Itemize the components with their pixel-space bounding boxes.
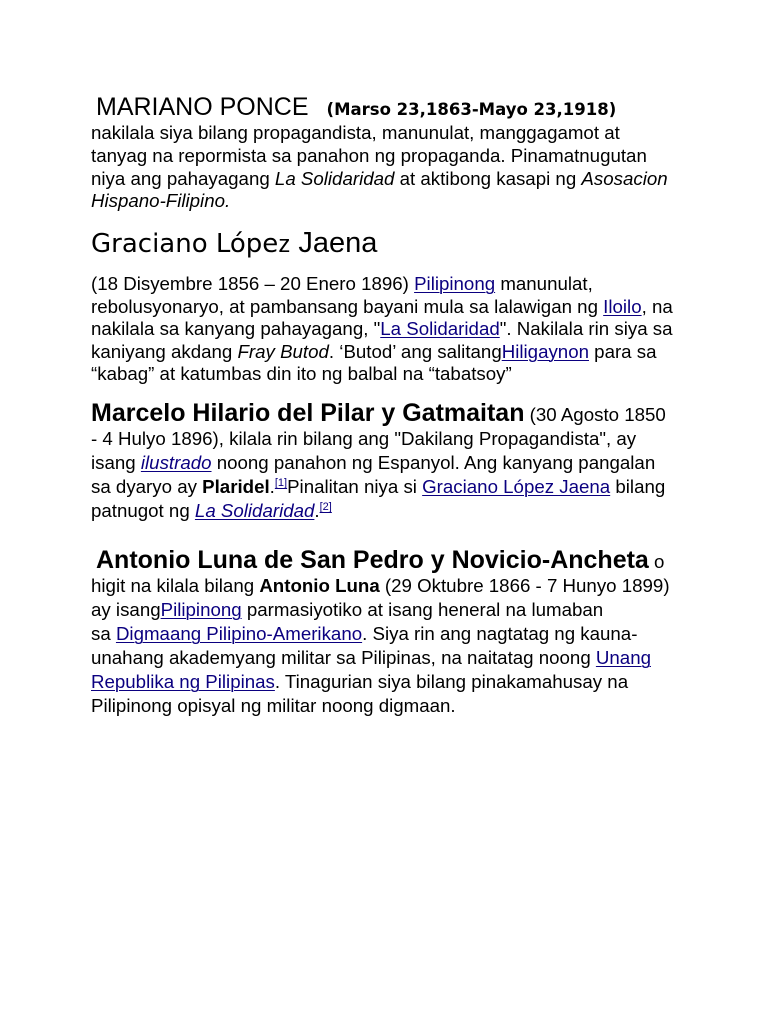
text-run: sa dyaryo ay: [91, 476, 203, 498]
text-line: [91, 475, 731, 499]
luna-section: [91, 546, 731, 718]
heading-text: Graciano Lópe: [91, 229, 279, 259]
jaena-paragraph: [91, 273, 731, 386]
text-line: [91, 122, 731, 145]
text-run: nakilala sa kanyang pahayagang, ": [91, 318, 381, 340]
text-line: [91, 190, 731, 213]
text-line: [91, 273, 731, 296]
text-line: [91, 427, 731, 451]
text-run: (18 Disyembre 1856 – 20 Enero 1896): [91, 273, 415, 295]
graciano-lopez-jaena-link[interactable]: Graciano López Jaena: [422, 476, 611, 498]
text-run: unahang akademyang militar sa Pilipinas, na naitatag noong: [91, 647, 596, 669]
text-run: . Siya rin ang nagtatag ng kauna-: [362, 623, 638, 645]
text-line: [91, 670, 731, 694]
text-run: patnugot ng: [91, 500, 195, 522]
iloilo-link[interactable]: Iloilo: [603, 295, 642, 317]
text-line: [91, 341, 731, 364]
organization-name: Asosacion: [581, 167, 668, 189]
organization-name: Hispano-Filipino.: [91, 190, 231, 212]
heading-text: Jaena: [290, 227, 378, 259]
la-solidaridad-link[interactable]: La Solidaridad: [194, 500, 315, 522]
ponce-section: [91, 92, 731, 213]
text-run: sa: [91, 623, 116, 645]
text-run: kaniyang akdang: [91, 340, 238, 362]
ponce-heading: [91, 92, 731, 122]
text-run: .: [269, 476, 275, 498]
text-run: noong panahon ng Espanyol. Ang kanyang pangalan: [211, 452, 656, 474]
text-line: [91, 296, 731, 319]
footnote-1-link[interactable]: [1]: [274, 477, 288, 490]
ponce-dates: (Marso 23,1863-Mayo 23,1918): [326, 100, 617, 119]
pilipinong-link[interactable]: Pilipinong: [160, 599, 242, 621]
pilipinong-link[interactable]: Pilipinong: [414, 273, 496, 295]
unang-republika-link[interactable]: Unang: [595, 647, 651, 669]
book-title: Fray Butod: [237, 340, 329, 362]
text-run: ay isang: [91, 599, 161, 621]
text-run: ". Nakilala rin siya sa: [499, 318, 673, 340]
text-line: [91, 646, 731, 670]
antonio-luna-name: Antonio Luna: [259, 575, 380, 597]
hiligaynon-link[interactable]: Hiligaynon: [501, 340, 589, 362]
text-line: [91, 622, 731, 646]
text-run: bilang: [610, 476, 666, 498]
text-run: . Tinagurian siya bilang pinakamahusay na: [274, 671, 629, 693]
ponce-name: MARIANO PONCE: [96, 93, 309, 121]
text-line: [91, 451, 731, 475]
text-run: parmasiyotiko at isang heneral na lumaban: [241, 599, 604, 621]
del-pilar-section: [91, 399, 731, 523]
text-run: tanyag na repormista sa panahon ng propaganda. Pinamatnugutan: [91, 144, 647, 166]
ilustrado-link[interactable]: ilustrado: [140, 452, 212, 474]
text-run: .: [314, 500, 320, 522]
la-solidaridad-link[interactable]: La Solidaridad: [380, 318, 500, 340]
footnote-2-link[interactable]: [2]: [319, 501, 332, 514]
text-run: . ‘Butod’ ang salitang: [328, 340, 502, 362]
digmaang-pilipino-amerikano-link[interactable]: Digmaang Pilipino-Amerikano: [115, 623, 363, 645]
plaridel-name: Plaridel: [202, 476, 270, 498]
text-run: para sa: [588, 340, 657, 362]
luna-heading: [91, 546, 731, 574]
text-run: nakilala siya bilang propagandista, manunulat, manggagamot at: [91, 122, 620, 144]
text-line: [91, 145, 731, 168]
heading-text: z: [278, 231, 291, 258]
del-pilar-dates: (30 Agosto 1850: [524, 404, 666, 426]
newspaper-title: La Solidaridad: [274, 167, 395, 189]
text-run: isang: [91, 452, 141, 474]
del-pilar-name: Marcelo Hilario del Pilar y Gatmaitan: [91, 399, 525, 428]
text-run: “kabag” at katumbas din ito ng balbal na “tabatsoy”: [91, 363, 512, 385]
text-line: [91, 318, 731, 341]
text-line: [91, 363, 731, 386]
text-line: [91, 574, 731, 598]
text-run: o: [648, 551, 665, 573]
jaena-heading: [91, 226, 731, 260]
text-run: Pilipinong opisyal ng militar noong digmaan.: [91, 695, 456, 717]
text-run: (29 Oktubre 1866 - 7 Hunyo 1899): [379, 575, 670, 597]
text-run: at aktibong kasapi ng: [394, 167, 582, 189]
text-run: manunulat,: [495, 273, 593, 295]
text-run: , na: [641, 295, 673, 317]
luna-name: Antonio Luna de San Pedro y Novicio-Ancheta: [96, 546, 649, 575]
unang-republika-link[interactable]: Republika ng Pilipinas: [91, 671, 275, 693]
text-line: [91, 598, 731, 622]
text-line: [91, 694, 731, 718]
text-run: Pinalitan niya si: [287, 476, 423, 498]
jaena-heading-block: [91, 226, 731, 260]
del-pilar-heading: [91, 399, 731, 427]
text-run: rebolusyonaryo, at pambansang bayani mula sa lalawigan ng: [91, 295, 604, 317]
text-line: [91, 168, 731, 191]
text-line: [91, 499, 731, 523]
text-run: - 4 Hulyo 1896), kilala rin bilang ang "Dakilang Propagandista", ay: [91, 428, 637, 450]
text-run: higit na kilala bilang: [91, 575, 260, 597]
text-run: niya ang pahayagang: [91, 167, 275, 189]
